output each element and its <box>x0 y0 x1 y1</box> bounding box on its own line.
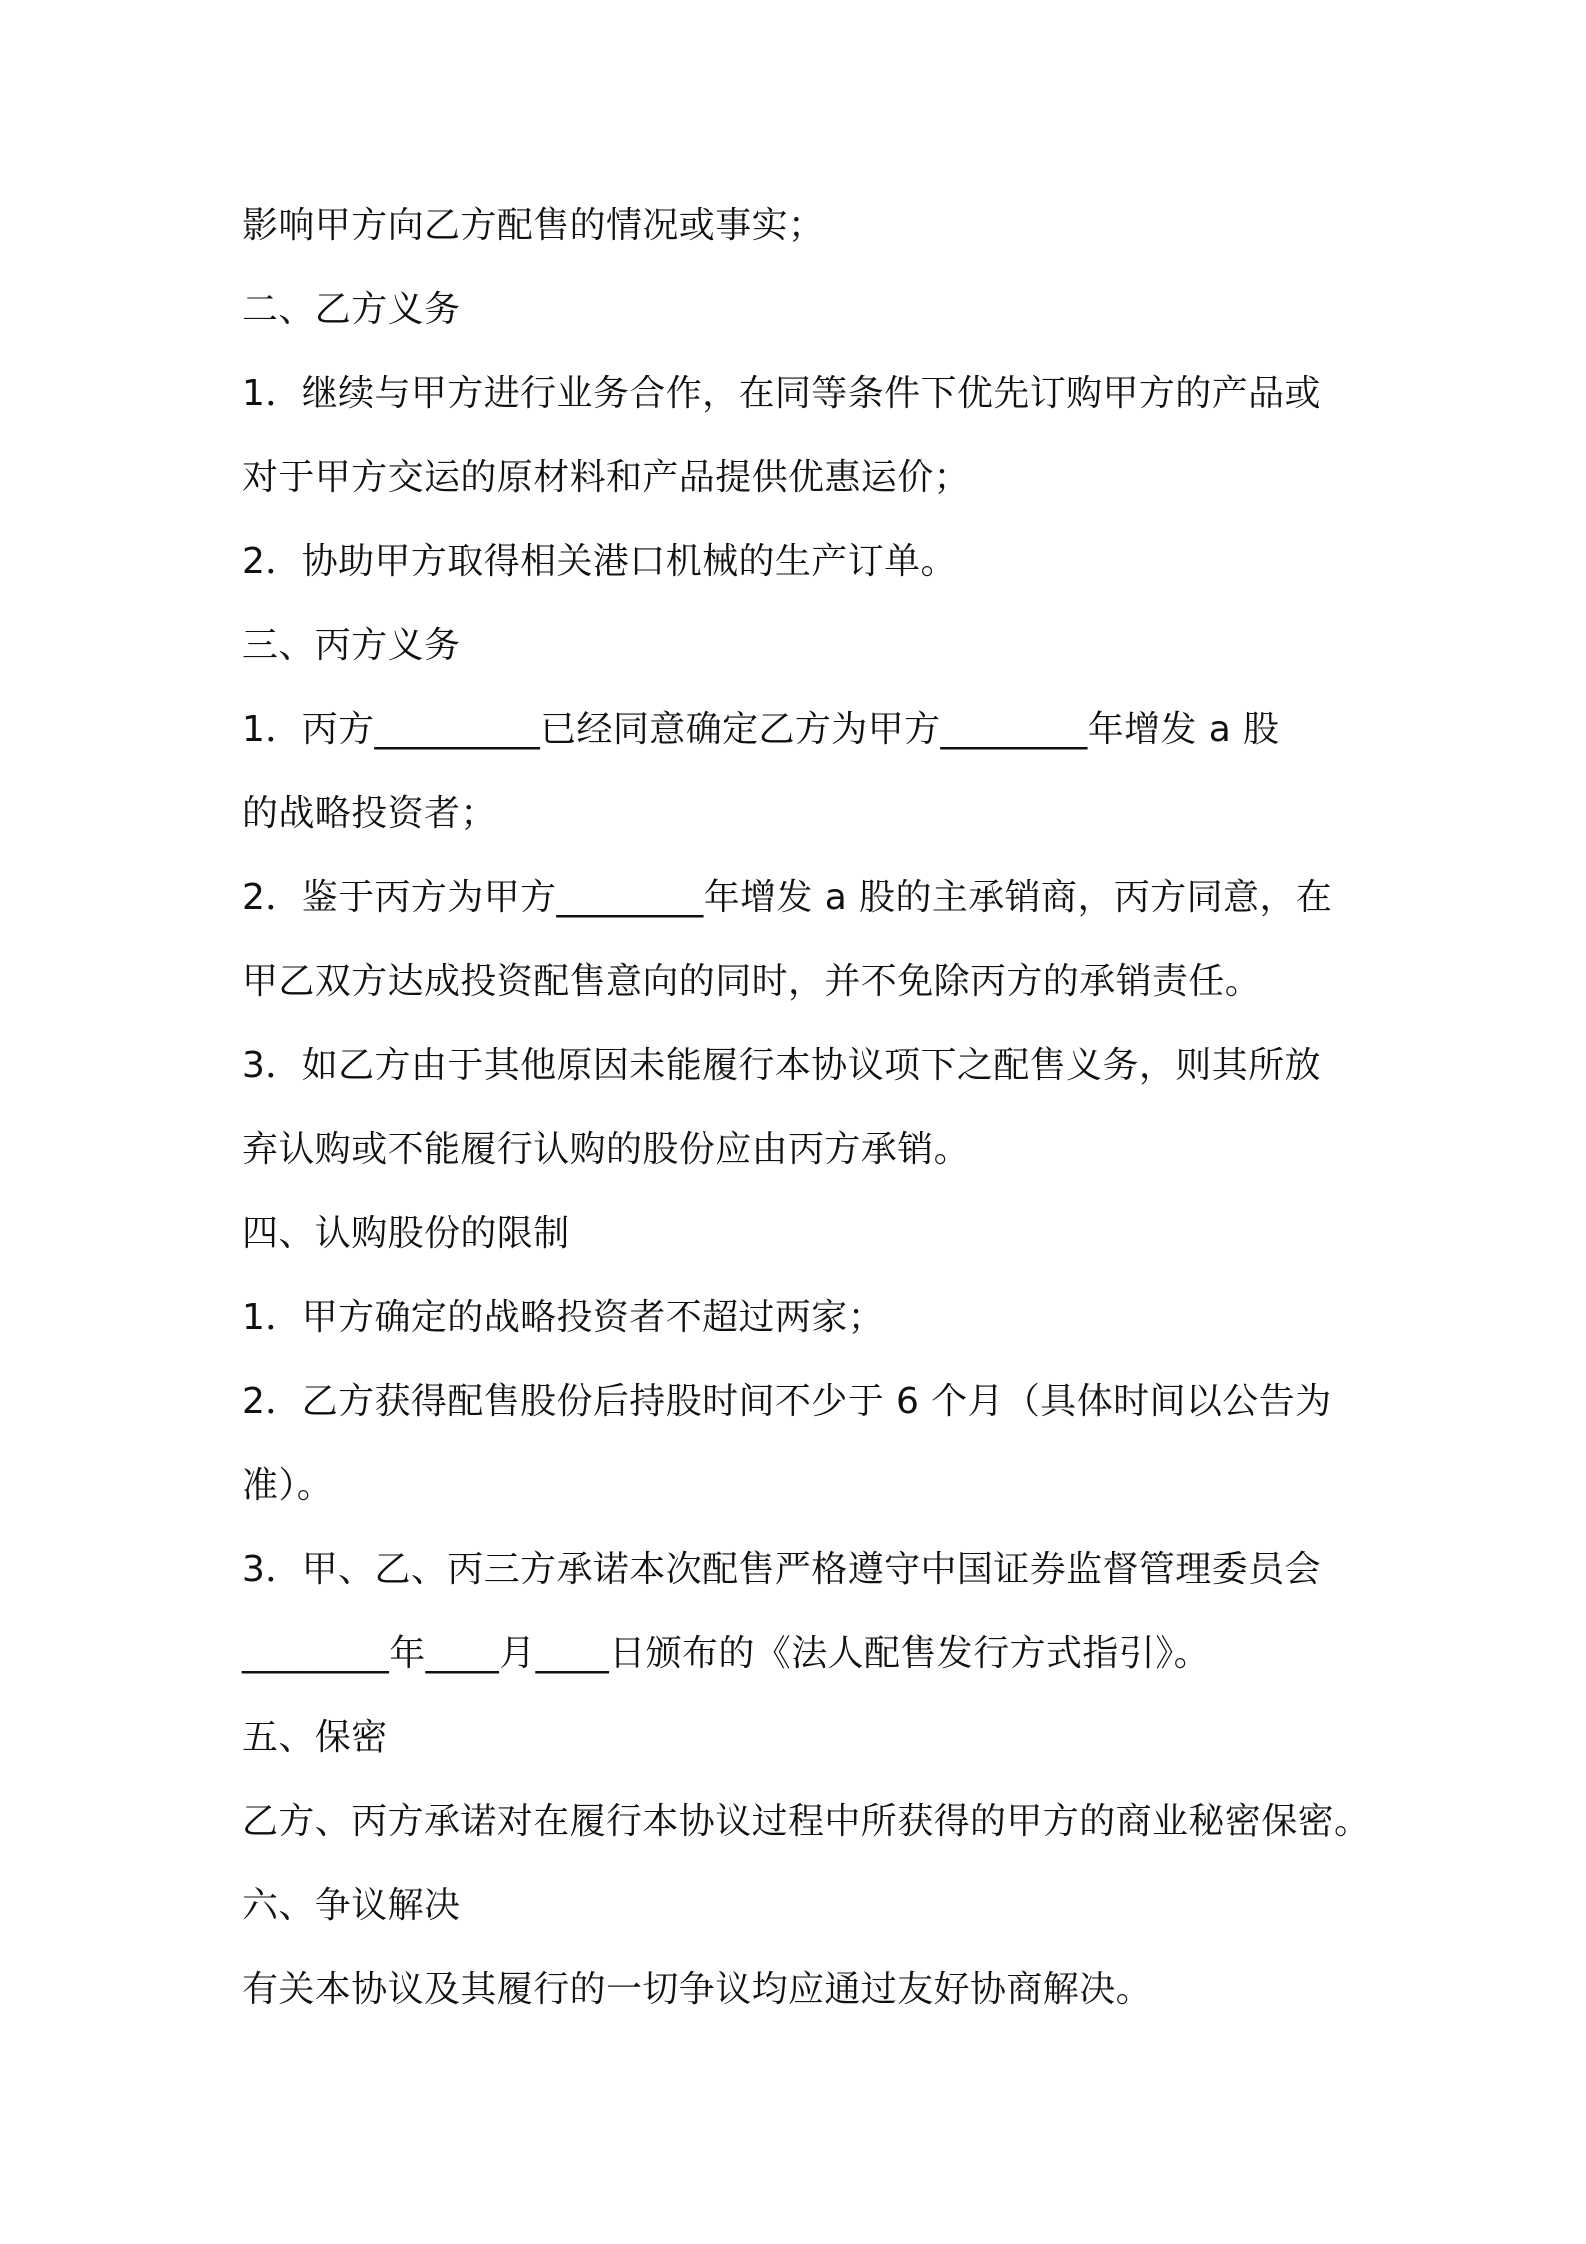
clause-confidentiality-line-1: 乙方、丙方承诺对在履行本协议过程中所获得的甲方的商业秘密保密。 <box>242 1801 1371 1842</box>
clause-c3-line-1: 3．如乙方由于其他原因未能履行本协议项下之配售义务，则其所放 <box>242 1045 1321 1086</box>
section-heading-share-restrictions: 四、认购股份的限制 <box>242 1213 570 1254</box>
clause-d1-line-1: 1．甲方确定的战略投资者不超过两家； <box>242 1297 885 1338</box>
clause-d2-line-2: 准）。 <box>242 1465 334 1506</box>
clause-b1-line-1: 1．继续与甲方进行业务合作，在同等条件下优先订购甲方的产品或 <box>242 373 1321 414</box>
clause-d3-line-1: 3．甲、乙、丙三方承诺本次配售严格遵守中国证券监督管理委员会 <box>242 1549 1321 1590</box>
clause-d3-line-2: ________年____月____日颁布的《法人配售发行方式指引》。 <box>242 1633 1211 1674</box>
section-heading-obligations-party-b: 二、乙方义务 <box>242 289 461 330</box>
clause-c1-line-2: 的战略投资者； <box>242 793 497 834</box>
clause-c1-line-1: 1．丙方_________已经同意确定乙方为甲方________年增发 a 股 <box>242 709 1280 750</box>
clause-dispute-line-1: 有关本协议及其履行的一切争议均应通过友好协商解决。 <box>242 1969 1153 2010</box>
clause-b1-line-2: 对于甲方交运的原材料和产品提供优惠运价； <box>242 457 971 498</box>
paragraph-continuation-line: 影响甲方向乙方配售的情况或事实； <box>242 205 825 246</box>
clause-c2-line-2: 甲乙双方达成投资配售意向的同时，并不免除丙方的承销责任。 <box>242 961 1262 1002</box>
clause-c2-line-1: 2．鉴于丙方为甲方________年增发 a 股的主承销商，丙方同意，在 <box>242 877 1333 918</box>
clause-d2-line-1: 2．乙方获得配售股份后持股时间不少于 6 个月（具体时间以公告为 <box>242 1381 1332 1422</box>
document-body <box>242 184 1442 2032</box>
clause-c3-line-2: 弃认购或不能履行认购的股份应由丙方承销。 <box>242 1129 971 1170</box>
section-heading-obligations-party-c: 三、丙方义务 <box>242 625 461 666</box>
section-heading-dispute-resolution: 六、争议解决 <box>242 1885 461 1926</box>
section-heading-confidentiality: 五、保密 <box>242 1717 388 1758</box>
clause-b2-line-1: 2．协助甲方取得相关港口机械的生产订单。 <box>242 541 957 582</box>
